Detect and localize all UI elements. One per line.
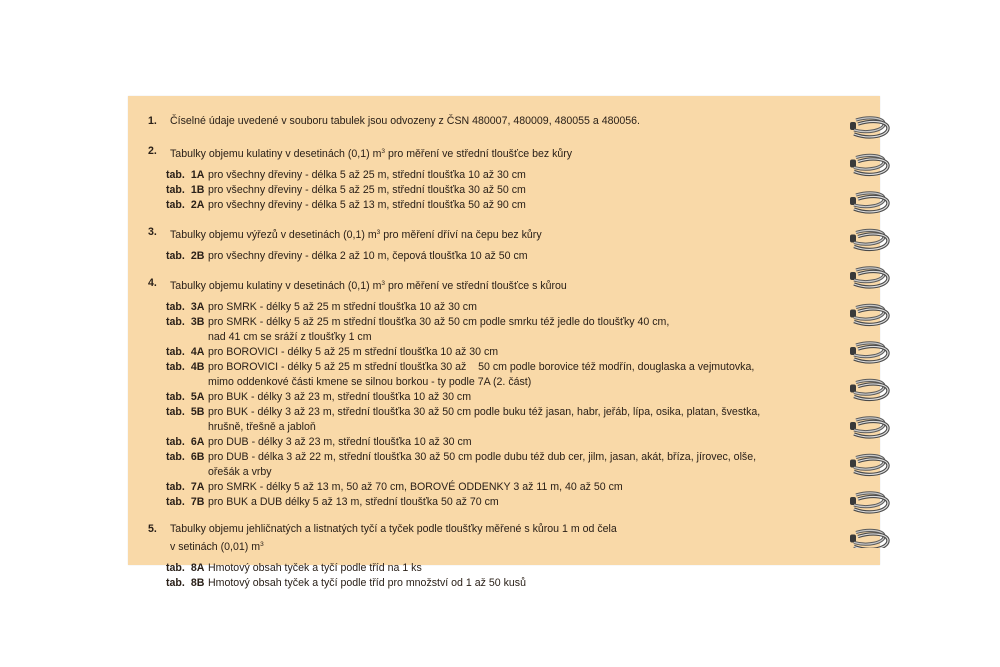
table-description: pro BUK a DUB délky 5 až 13 m, střední tloušťka 50 až 70 cm <box>208 496 499 508</box>
table-code: tab. 4A <box>166 346 205 358</box>
table-description: pro všechny dřeviny - délka 5 až 25 m, střední tloušťka 10 až 30 cm <box>208 169 526 181</box>
table-description: pro všechny dřeviny - délka 5 až 13 m, střední tloušťka 50 až 90 cm <box>208 199 526 211</box>
section-2 <box>148 144 868 162</box>
table-row <box>148 405 868 435</box>
table-index-list <box>148 114 868 591</box>
section-heading: Tabulky objemu kulatiny v desetinách (0,1) $m^3$ pro měření ve střední tloušťce s kůrou <box>170 280 567 292</box>
table-code: tab. 8B <box>166 577 205 589</box>
section-3 <box>148 225 868 243</box>
section-1 <box>148 114 868 129</box>
table-description-cont: hrušně, třešně a jabloň <box>208 421 316 433</box>
table-code: tab. 8A <box>166 562 205 574</box>
table-code: tab. 5B <box>166 406 205 418</box>
table-code: tab. 5A <box>166 391 205 403</box>
table-code: tab. 4B <box>166 361 205 373</box>
spiral-coil <box>850 118 888 137</box>
spiral-coil <box>850 455 888 474</box>
table-description: pro SMRK - délky 5 až 25 m střední tloušťka 10 až 30 cm <box>208 301 477 313</box>
table-description-cont: nad 41 cm se sráží z tloušťky 1 cm <box>208 331 372 343</box>
table-description: Hmotový obsah tyček a tyčí podle tříd na 1 ks <box>208 562 422 574</box>
table-description: pro BOROVICI - délky 5 až 25 m střední tloušťka 10 až 30 cm <box>208 346 499 358</box>
table-row <box>148 495 868 510</box>
spiral-coil <box>850 343 888 362</box>
spiral-coil <box>850 418 888 437</box>
table-row <box>148 249 868 264</box>
table-description: pro BUK - délky 3 až 23 m, střední tloušťka 10 až 30 cm <box>208 391 472 403</box>
table-code: tab. 7B <box>166 496 205 508</box>
section-number: 4. <box>148 277 157 289</box>
table-description: pro SMRK - délky 5 až 13 m, 50 až 70 cm, BOROVÉ ODDENKY 3 až 11 m, 40 až 50 cm <box>208 481 623 493</box>
spiral-coil <box>850 230 888 249</box>
spiral-coil <box>850 380 888 399</box>
table-code: tab. 7A <box>166 481 205 493</box>
table-row <box>148 168 868 183</box>
table-code: tab. 1A <box>166 169 205 181</box>
section-heading: Číselné údaje uvedené v souboru tabulek jsou odvozeny z ČSN 480007, 480009, 480055 a 480056. <box>170 115 641 127</box>
section-number: 5. <box>148 523 157 535</box>
table-description-cont: ořešák a vrby <box>208 466 272 478</box>
section-number: 2. <box>148 145 157 157</box>
table-row <box>148 300 868 315</box>
table-code: tab. 3B <box>166 316 205 328</box>
table-row <box>148 435 868 450</box>
table-row <box>148 315 868 345</box>
table-description: pro SMRK - délky 5 až 25 m střední tloušťka 30 až 50 cm podle smrku též jedle do tloušťky 40 cm, <box>208 316 670 328</box>
section-4 <box>148 276 868 294</box>
table-code: tab. 6A <box>166 436 205 448</box>
table-code: tab. 2A <box>166 199 205 211</box>
table-description: pro BOROVICI - délky 5 až 25 m střední tloušťka 30 až 50 cm podle borovice též modřín, douglaska a vejmutovka, <box>208 361 755 373</box>
section-number: 3. <box>148 226 157 238</box>
document-page <box>128 96 880 589</box>
table-description: pro DUB - délka 3 až 22 m, střední tloušťka 30 až 50 cm podle dubu též dub cer, jilm, jasan, akát, bříza, jírovec, olše, <box>208 451 757 463</box>
table-row <box>148 360 868 390</box>
spiral-coil <box>850 155 888 174</box>
table-description: pro všechny dřeviny - délka 5 až 25 m, střední tloušťka 30 až 50 cm <box>208 184 526 196</box>
table-row <box>148 345 868 360</box>
section-heading: Tabulky objemu jehličnatých a listnatých tyčí a tyček podle tloušťky měřené s kůrou 1 m od čela v setinách (0,01) $m^3$ <box>170 523 617 553</box>
section-heading: Tabulky objemu kulatiny v desetinách (0,1) $m^3$ pro měření ve střední tloušťce bez kůry <box>170 148 573 160</box>
table-row <box>148 390 868 405</box>
table-description: pro DUB - délky 3 až 23 m, střední tloušťka 10 až 30 cm <box>208 436 472 448</box>
table-description: pro BUK - délky 3 až 23 m, střední tloušťka 30 až 50 cm podle buku též jasan, habr, jeřáb, lípa, osika, platan, švestka, <box>208 406 761 418</box>
table-row <box>148 450 868 480</box>
table-row <box>148 480 868 495</box>
table-row <box>148 183 868 198</box>
spiral-coil <box>850 305 888 324</box>
table-description: Hmotový obsah tyček a tyčí podle tříd pro množství od 1 až 50 kusů <box>208 577 526 589</box>
wire-binding-spiral-icon <box>848 108 892 548</box>
table-code: tab. 2B <box>166 250 205 262</box>
spiral-coil <box>850 268 888 287</box>
spiral-coil <box>850 193 888 212</box>
section-heading: Tabulky objemu výřezů v desetinách (0,1) $m^3$ pro měření dříví na čepu bez kůry <box>170 229 542 241</box>
table-code: tab. 1B <box>166 184 205 196</box>
spiral-coil <box>850 530 888 548</box>
section-5 <box>148 522 868 555</box>
section-number: 1. <box>148 115 157 127</box>
table-code: tab. 3A <box>166 301 205 313</box>
spiral-coil <box>850 493 888 512</box>
table-description-cont: mimo oddenkové části kmene se silnou borkou - ty podle 7A (2. část) <box>208 376 532 388</box>
table-code: tab. 6B <box>166 451 205 463</box>
table-row <box>148 198 868 213</box>
table-row <box>148 561 868 576</box>
table-row <box>148 576 868 591</box>
table-description: pro všechny dřeviny - délka 2 až 10 m, čepová tloušťka 10 až 50 cm <box>208 250 528 262</box>
